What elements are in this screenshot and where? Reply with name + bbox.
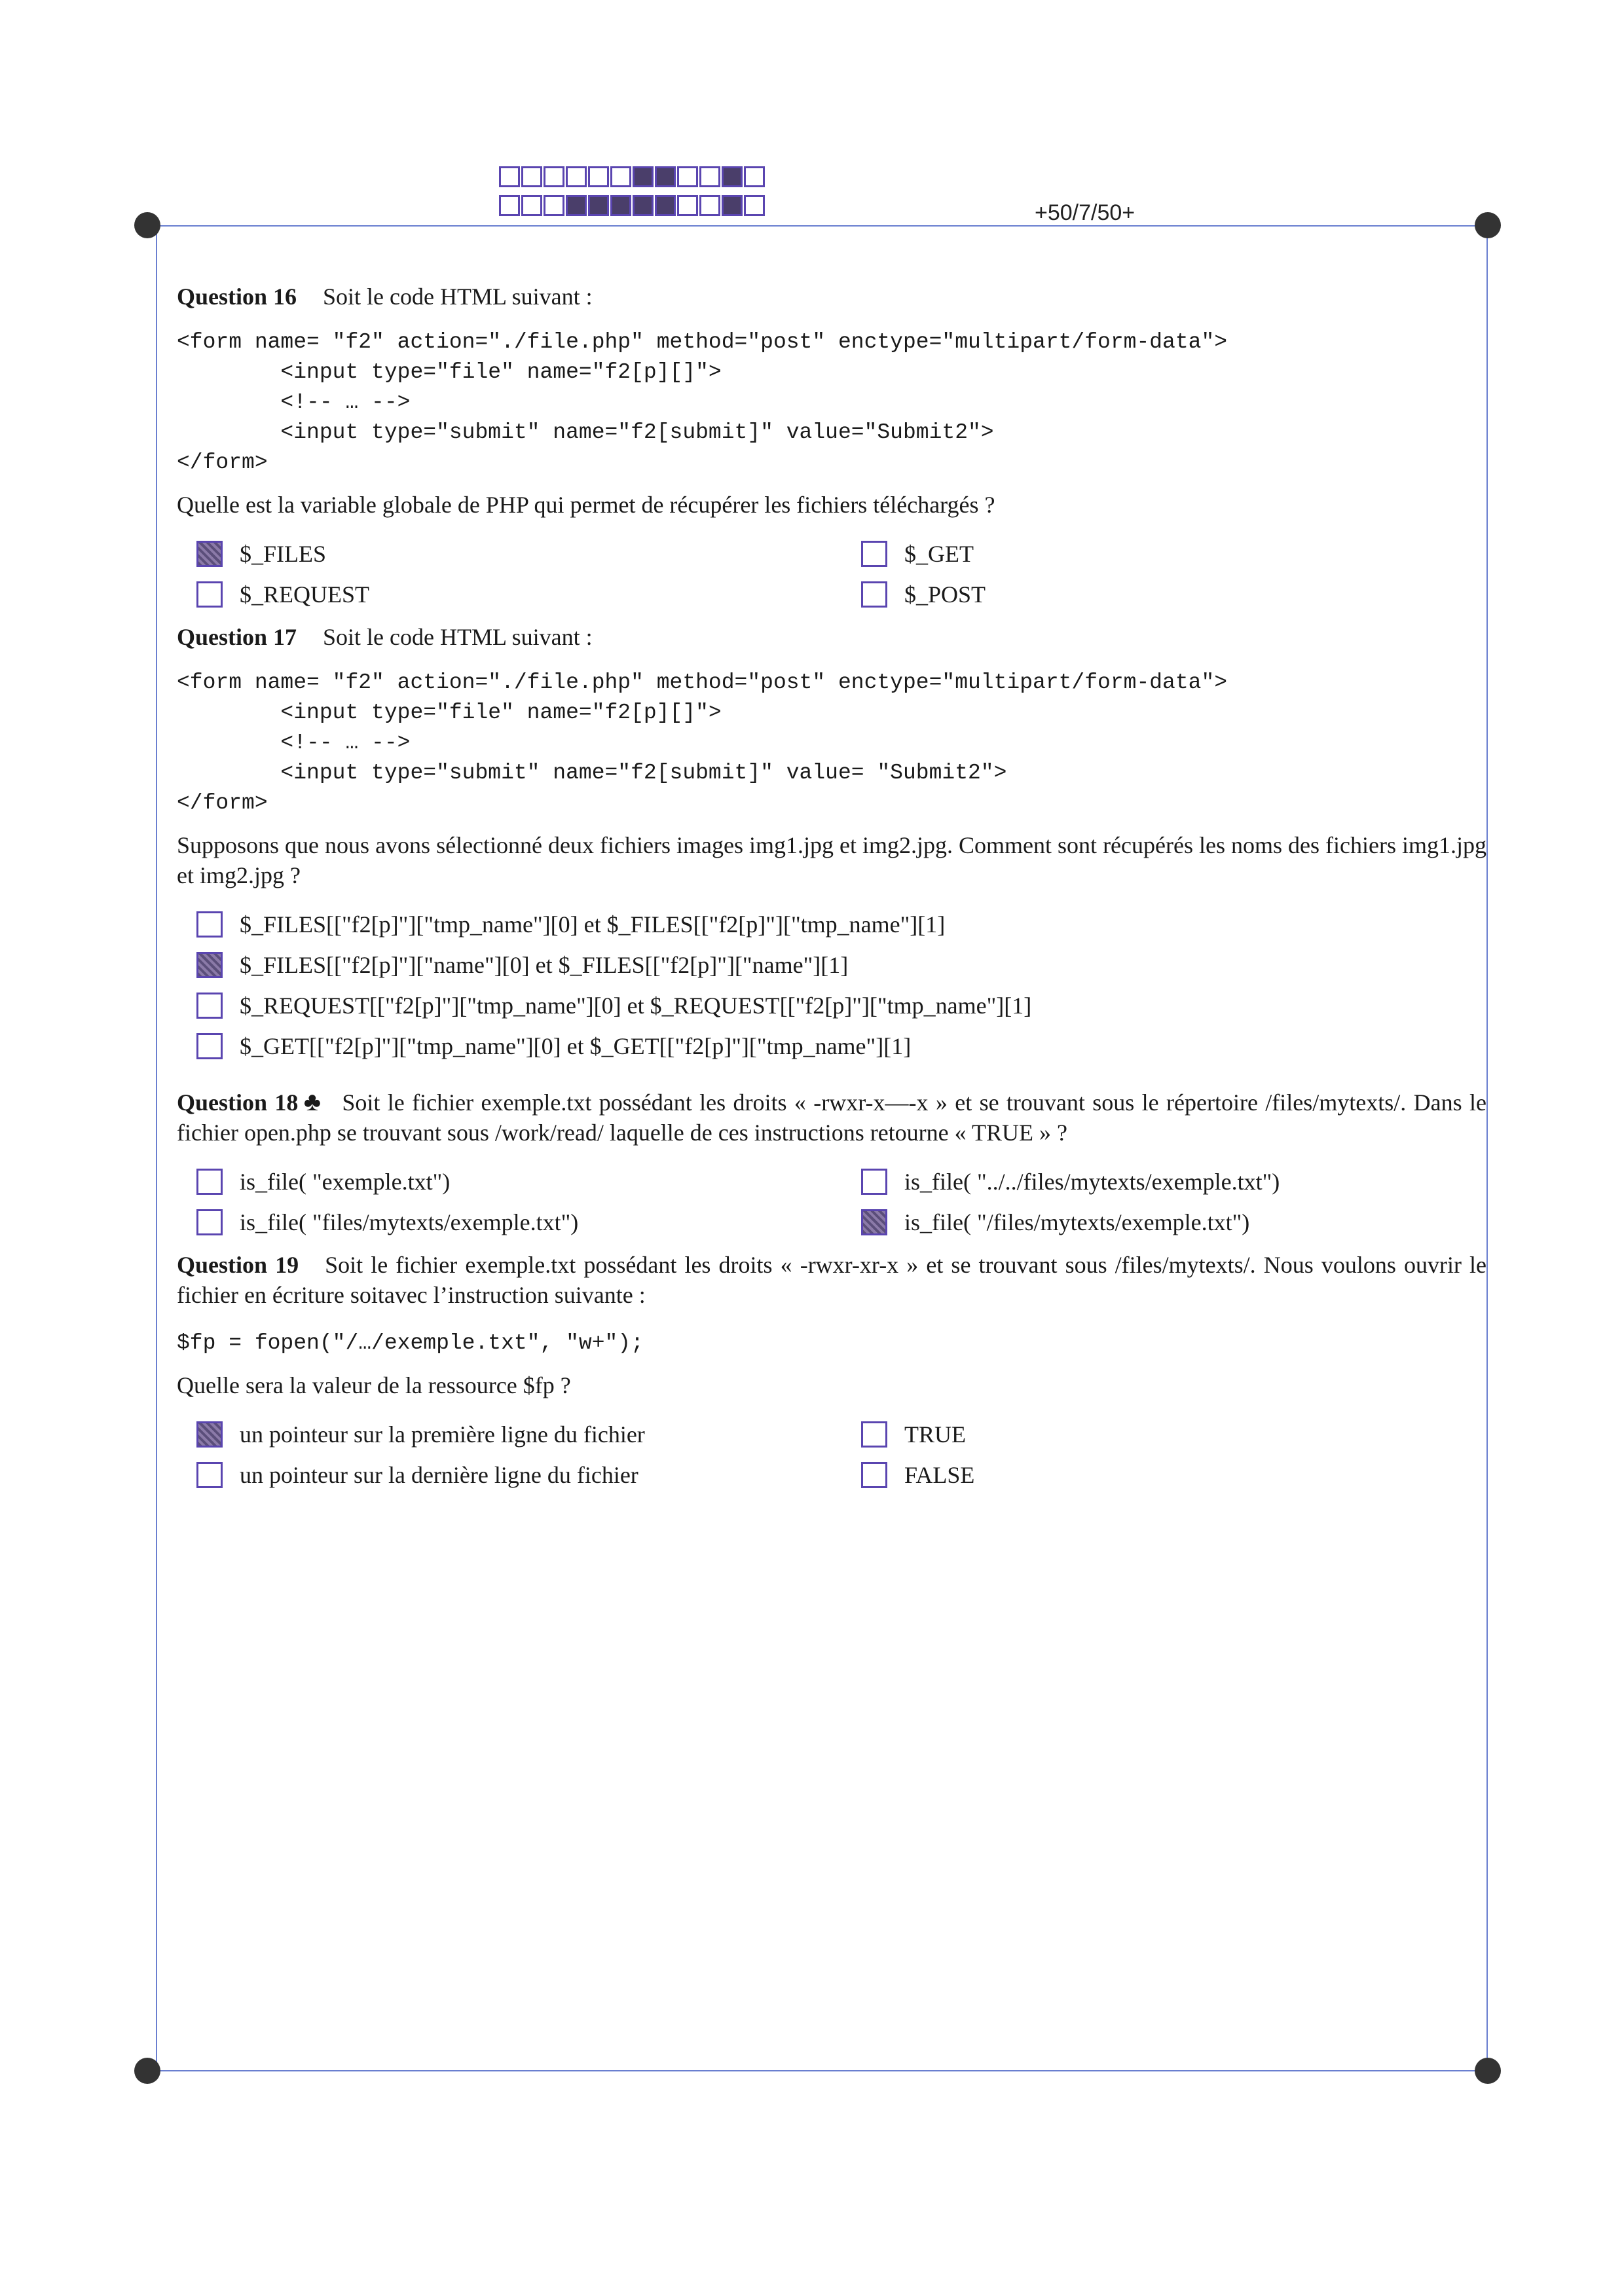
question-19 xyxy=(177,1250,1486,1491)
answer-label: $_GET xyxy=(904,541,974,567)
question-intro: Soit le code HTML suivant : xyxy=(323,624,593,650)
question-title: Question 19 xyxy=(177,1252,299,1278)
answer-choice[interactable] xyxy=(177,1419,841,1450)
question-title: Question 17 xyxy=(177,624,297,650)
code-cell-empty xyxy=(499,166,520,187)
question-16 xyxy=(177,282,1486,610)
code-cell-empty xyxy=(566,166,587,187)
answer-choice[interactable] xyxy=(177,1459,841,1491)
answer-choice[interactable] xyxy=(841,579,1486,610)
binary-code-row-bottom xyxy=(499,195,766,219)
answer-choice[interactable] xyxy=(177,1207,841,1238)
question-text: Soit le fichier exemple.txt possédant les droits « -rwxr-x—-x » et se trouvant sous le répertoire /files/mytexts/. Dans le fichier open.php se trouvant sous /work/read/ laquelle de ces instructions retourne « TRUE » ? xyxy=(177,1089,1486,1146)
answer-label: un pointeur sur la première ligne du fichier xyxy=(240,1421,645,1448)
code-cell-filled xyxy=(610,195,631,216)
answer-checkbox[interactable] xyxy=(861,1169,887,1195)
question-title: Question 16 xyxy=(177,283,297,310)
answer-label: un pointeur sur la dernière ligne du fichier xyxy=(240,1462,638,1488)
answer-choice[interactable] xyxy=(841,1419,1486,1450)
question-17 xyxy=(177,622,1486,1062)
question-heading xyxy=(177,282,1486,312)
answer-label: $_REQUEST xyxy=(240,581,369,608)
answer-choice[interactable] xyxy=(841,1166,1486,1197)
question-followup: Quelle sera la valeur de la ressource $fp ? xyxy=(177,1372,571,1398)
answer-checkbox-checked[interactable] xyxy=(861,1209,887,1235)
question-title: Question 18 xyxy=(177,1089,299,1116)
code-cell-empty xyxy=(588,166,609,187)
answer-label: $_POST xyxy=(904,581,986,608)
code-cell-empty xyxy=(544,195,564,216)
frame-left-line xyxy=(156,226,157,2071)
code-cell-empty xyxy=(677,166,698,187)
question-text-block xyxy=(177,1250,1486,1310)
answer-checkbox[interactable] xyxy=(196,993,223,1019)
corner-mark-bottom-right xyxy=(1475,2058,1501,2084)
question-text: Supposons que nous avons sélectionné deux fichiers images img1.jpg et img2.jpg. Comment sont récupérés les noms des fichiers img1.jpg et img2.jpg ? xyxy=(177,832,1486,888)
answer-choices xyxy=(177,538,1486,610)
answer-choice[interactable] xyxy=(177,909,1486,940)
questions-content xyxy=(177,282,1486,1503)
code-cell-filled xyxy=(588,195,609,216)
code-cell-empty xyxy=(699,166,720,187)
answer-checkbox[interactable] xyxy=(196,581,223,608)
code-cell-filled xyxy=(655,195,676,216)
answer-checkbox[interactable] xyxy=(196,911,223,938)
code-cell-filled xyxy=(722,166,743,187)
question-text: Quelle est la variable globale de PHP qui permet de récupérer les fichiers téléchargés ? xyxy=(177,492,995,518)
frame-right-line xyxy=(1486,226,1488,2071)
binary-code-row-top xyxy=(499,166,766,190)
answer-choice[interactable] xyxy=(177,990,1486,1021)
answer-label: $_FILES[["f2[p]"]["name"][0] et $_FILES[["f2[p]"]["name"][1] xyxy=(240,952,849,978)
page-identifier: +50/7/50+ xyxy=(1035,200,1135,225)
answer-label: $_REQUEST[["f2[p]"]["tmp_name"][0] et $_REQUEST[["f2[p]"]["tmp_name"][1] xyxy=(240,993,1032,1019)
answer-choice[interactable] xyxy=(177,538,841,570)
code-cell-empty xyxy=(744,195,765,216)
code-cell-filled xyxy=(566,195,587,216)
answer-choice[interactable] xyxy=(177,949,1486,981)
answer-choice[interactable] xyxy=(841,538,1486,570)
answer-choices xyxy=(177,909,1486,1062)
answer-label: FALSE xyxy=(904,1462,975,1488)
html-code-block: <form name= "f2" action="./file.php" method="post" enctype="multipart/form-data"> <input type="file" name="f2[p][]"> <!-- … --> <input type="submit" name="f2[submit]" value="Submit2"> </form> xyxy=(177,330,1228,475)
answer-choice[interactable] xyxy=(177,1166,841,1197)
code-cell-empty xyxy=(610,166,631,187)
answer-label: TRUE xyxy=(904,1421,966,1448)
code-cell-filled xyxy=(655,166,676,187)
answer-label: $_GET[["f2[p]"]["tmp_name"][0] et $_GET[["f2[p]"]["tmp_name"][1] xyxy=(240,1033,912,1059)
code-cell-empty xyxy=(499,195,520,216)
code-cell-empty xyxy=(744,166,765,187)
code-cell-empty xyxy=(699,195,720,216)
answer-checkbox-checked[interactable] xyxy=(196,952,223,978)
answer-checkbox[interactable] xyxy=(861,581,887,608)
question-intro: Soit le code HTML suivant : xyxy=(323,283,593,310)
answer-checkbox[interactable] xyxy=(196,1033,223,1059)
answer-choice[interactable] xyxy=(841,1459,1486,1491)
question-text-block xyxy=(177,1087,1486,1148)
code-cell-filled xyxy=(633,195,654,216)
question-heading xyxy=(177,622,1486,652)
answer-choices xyxy=(177,1419,1486,1491)
answer-label: is_file( "exemple.txt") xyxy=(240,1169,451,1195)
frame-top-line xyxy=(147,225,1490,227)
answer-label: is_file( "/files/mytexts/exemple.txt") xyxy=(904,1209,1250,1235)
answer-checkbox-checked[interactable] xyxy=(196,541,223,567)
answer-choice[interactable] xyxy=(841,1207,1486,1238)
answer-checkbox[interactable] xyxy=(861,1421,887,1448)
code-cell-filled xyxy=(633,166,654,187)
corner-mark-top-left xyxy=(134,212,160,238)
answer-choice[interactable] xyxy=(177,579,841,610)
club-icon: ♣ xyxy=(302,1087,323,1116)
answer-checkbox-checked[interactable] xyxy=(196,1421,223,1448)
answer-label: $_FILES[["f2[p]"]["tmp_name"][0] et $_FILES[["f2[p]"]["tmp_name"][1] xyxy=(240,911,946,938)
answer-checkbox[interactable] xyxy=(196,1209,223,1235)
answer-label: is_file( "files/mytexts/exemple.txt") xyxy=(240,1209,579,1235)
answer-label: $_FILES xyxy=(240,541,327,567)
code-cell-empty xyxy=(521,166,542,187)
code-cell-filled xyxy=(722,195,743,216)
question-18 xyxy=(177,1087,1486,1238)
answer-label: is_file( "../../files/mytexts/exemple.txt") xyxy=(904,1169,1280,1195)
php-code-line: $fp = fopen("/…/exemple.txt", "w+"); xyxy=(177,1331,644,1355)
frame-bottom-line xyxy=(147,2070,1490,2071)
corner-mark-bottom-left xyxy=(134,2058,160,2084)
corner-mark-top-right xyxy=(1475,212,1501,238)
answer-choice[interactable] xyxy=(177,1030,1486,1062)
answer-checkbox[interactable] xyxy=(861,541,887,567)
answer-checkbox[interactable] xyxy=(196,1462,223,1488)
answer-checkbox[interactable] xyxy=(196,1169,223,1195)
question-text: Soit le fichier exemple.txt possédant les droits « -rwxr-xr-x » et se trouvant sous /files/mytexts/. Nous voulons ouvrir le fichier en écriture soitavec l’instruction suivante : xyxy=(177,1252,1487,1308)
code-cell-empty xyxy=(677,195,698,216)
code-cell-empty xyxy=(521,195,542,216)
html-code-block: <form name= "f2" action="./file.php" method="post" enctype="multipart/form-data"> <input type="file" name="f2[p][]"> <!-- … --> <input type="submit" name="f2[submit]" value= "Submit2"> </form> xyxy=(177,670,1228,815)
code-cell-empty xyxy=(544,166,564,187)
answer-checkbox[interactable] xyxy=(861,1462,887,1488)
answer-choices xyxy=(177,1166,1486,1238)
